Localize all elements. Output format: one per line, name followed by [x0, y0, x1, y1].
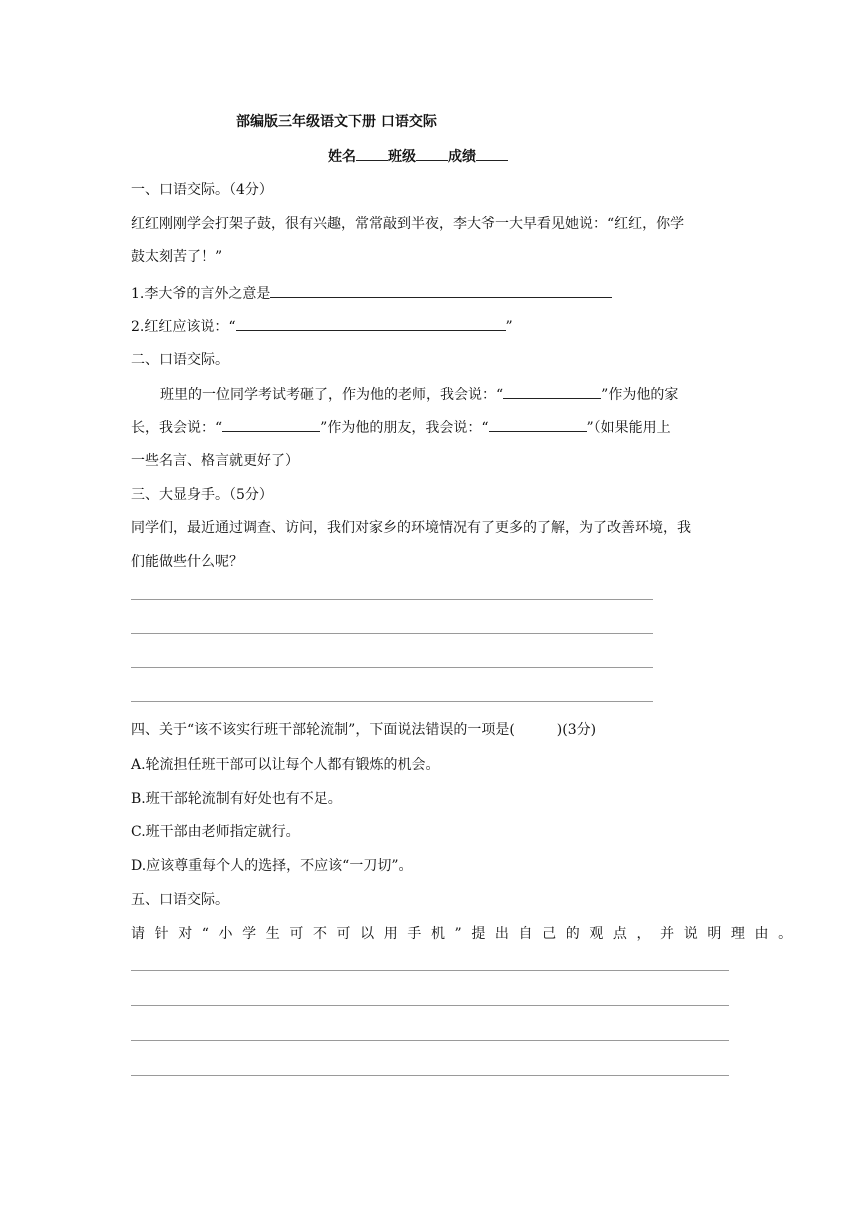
option-c[interactable]: C.班干部由老师指定就行。 [131, 824, 300, 840]
section-5-answer-line-1[interactable] [131, 970, 729, 971]
teacher-reply-blank[interactable] [503, 384, 601, 399]
name-class-score-line [328, 146, 508, 167]
question-1-text: 1.李大爷的言外之意是 [131, 286, 271, 302]
section-2-line-1-text-b: ”作为他的家 [601, 387, 679, 403]
friend-reply-blank[interactable] [489, 417, 587, 432]
section-2-heading: 二、口语交际。 [131, 352, 229, 368]
section-2-line-3: 一些名言、格言就更好了） [131, 453, 299, 469]
option-b[interactable]: B.班干部轮流制有好处也有不足。 [131, 791, 342, 807]
section-3-answer-line-4[interactable] [131, 701, 653, 702]
section-4-heading: 四、关于“该不该实行班干部轮流制”，下面说法错误的一项是( )(3分) [131, 722, 597, 738]
section-2-line-2 [131, 417, 671, 438]
option-d[interactable]: D.应该尊重每个人的选择，不应该“一刀切”。 [131, 858, 413, 874]
section-3-answer-line-3[interactable] [131, 667, 653, 668]
question-2-answer-blank[interactable] [236, 316, 506, 331]
score-label: 成绩 [448, 149, 476, 165]
section-5-prompt: 请针对“小学生可不可以用手机”提出自己的观点，并说明理由。 [131, 926, 802, 942]
option-a[interactable]: A.轮流担任班干部可以让每个人都有锻炼的机会。 [131, 757, 440, 773]
class-blank[interactable] [416, 146, 448, 161]
name-label: 姓名 [328, 149, 356, 165]
section-3-paragraph-line-2: 们能做些什么呢？ [131, 554, 243, 570]
section-1-paragraph-line-1: 红红刚刚学会打架子鼓，很有兴趣，常常敲到半夜，李大爷一大早看见她说：“红红，你学 [131, 216, 685, 232]
section-5-heading: 五、口语交际。 [131, 892, 229, 908]
question-1-answer-blank[interactable] [270, 283, 612, 298]
section-2-line-1 [160, 384, 678, 405]
parent-reply-blank[interactable] [222, 417, 320, 432]
section-5-answer-line-2[interactable] [131, 1005, 729, 1006]
section-5-answer-line-3[interactable] [131, 1040, 729, 1041]
question-2-prefix: 2.红红应该说：“ [131, 319, 236, 335]
question-2-suffix: ” [505, 319, 513, 335]
section-3-answer-line-1[interactable] [131, 599, 653, 600]
section-1-question-1 [131, 283, 612, 304]
section-3-paragraph-line-1: 同学们，最近通过调查、访问，我们对家乡的环境情况有了更多的了解，为了改善环境，我 [131, 520, 691, 536]
page-title: 部编版三年级语文下册 口语交际 [236, 114, 437, 130]
section-1-heading: 一、口语交际。（4分） [131, 182, 273, 198]
name-blank[interactable] [356, 146, 388, 161]
class-label: 班级 [388, 149, 416, 165]
section-2-line-2-text-a: 长，我会说：“ [131, 420, 223, 436]
section-5-answer-line-4[interactable] [131, 1075, 729, 1076]
section-1-paragraph-line-2: 鼓太刻苦了！” [131, 249, 223, 265]
section-2-line-1-text-a: 班里的一位同学考试考砸了，作为他的老师，我会说：“ [160, 387, 504, 403]
section-3-answer-line-2[interactable] [131, 633, 653, 634]
section-1-question-2 [131, 316, 513, 337]
section-2-line-2-text-b: ”作为他的朋友，我会说：“ [320, 420, 489, 436]
section-2-line-2-text-c: ”（如果能用上 [586, 420, 671, 436]
section-3-heading: 三、大显身手。（5分） [131, 487, 273, 503]
score-blank[interactable] [476, 146, 508, 161]
